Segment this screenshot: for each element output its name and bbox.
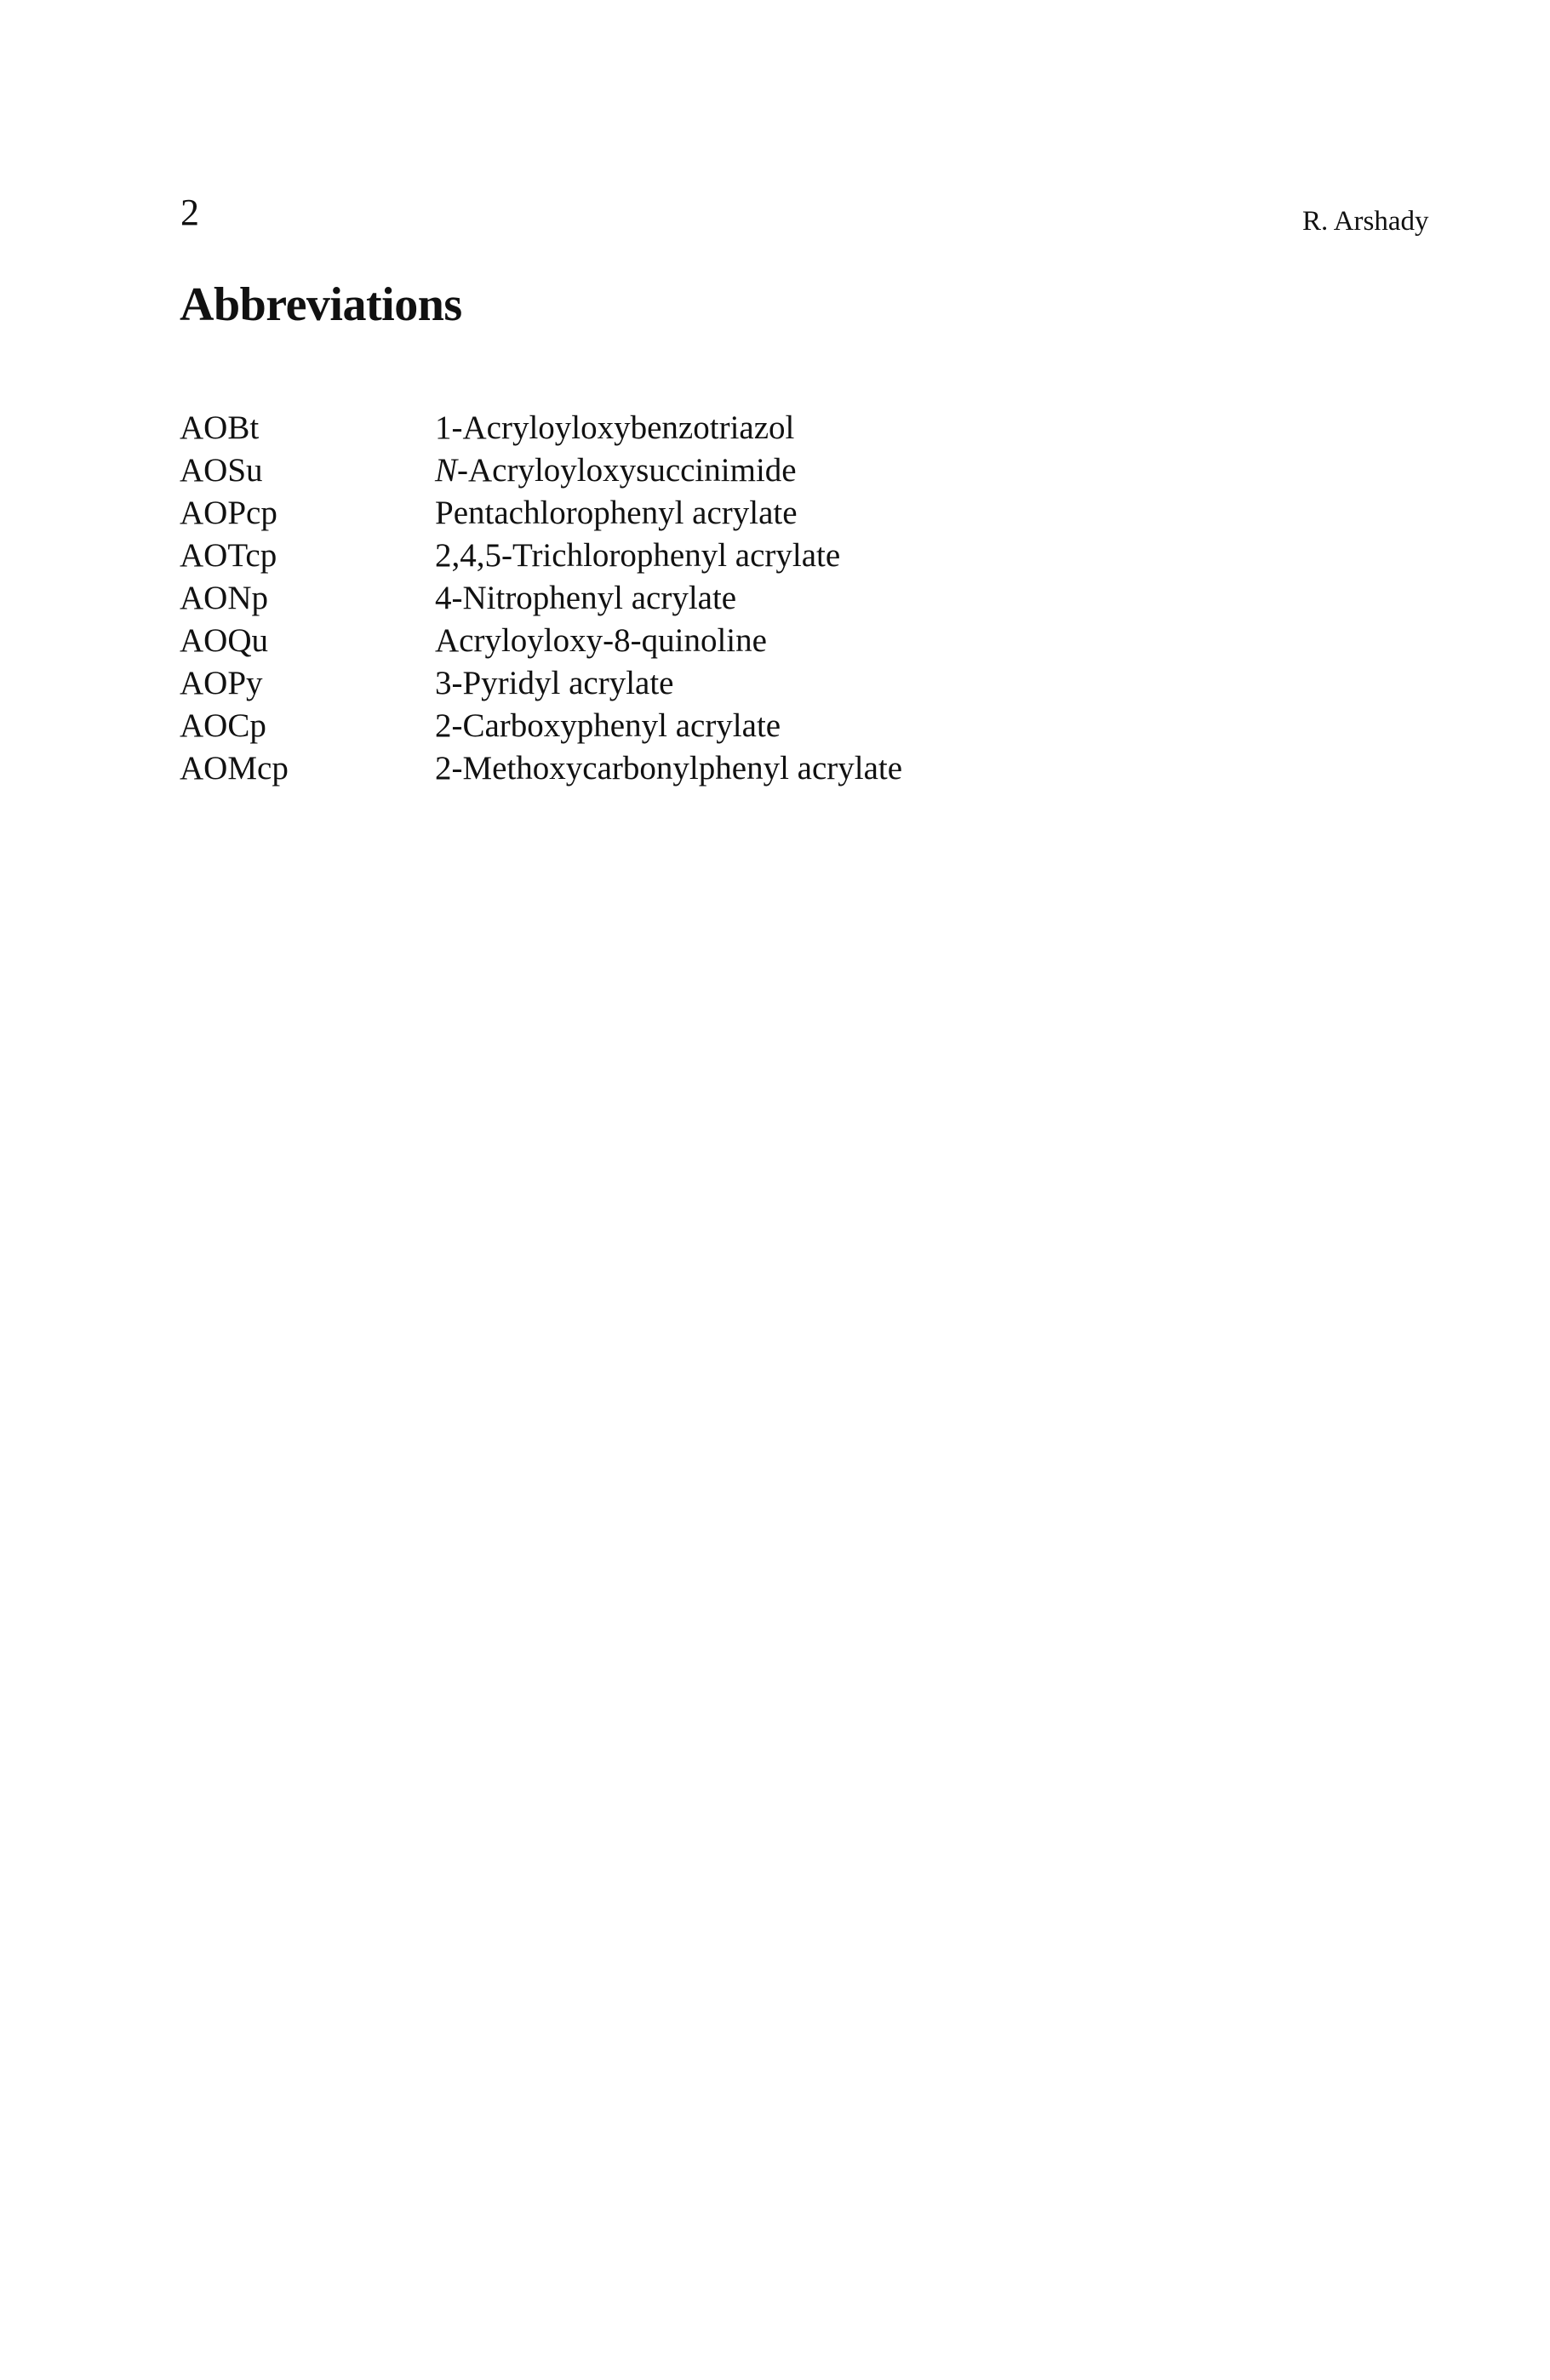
abbreviation-term: AOBt <box>180 409 260 446</box>
abbreviation-term: AOPcp <box>180 495 277 531</box>
abbreviation-row <box>180 705 1201 747</box>
abbreviation-definition <box>435 620 767 662</box>
definition-text: Acryloyloxy-8-quinoline <box>435 622 767 659</box>
definition-text: 4-Nitrophenyl acrylate <box>435 580 737 616</box>
abbreviation-definition <box>435 407 794 449</box>
abbreviation-row <box>180 449 1201 492</box>
section-title: Abbreviations <box>180 278 462 331</box>
abbreviation-term: AONp <box>180 580 268 616</box>
definition-text: -Acryloyloxysuccinimide <box>457 452 797 489</box>
definition-italic-prefix: N <box>435 452 458 489</box>
definition-text: 2-Carboxyphenyl acrylate <box>435 707 781 744</box>
definition-text: 2-Methoxycarbonylphenyl acrylate <box>435 750 903 787</box>
abbreviation-row <box>180 577 1201 620</box>
definition-text: Pentachlorophenyl acrylate <box>435 495 798 531</box>
abbreviation-definition <box>435 449 797 492</box>
abbreviation-row <box>180 492 1201 535</box>
page-number: 2 <box>180 192 199 233</box>
abbreviation-list <box>180 407 1201 790</box>
abbreviation-definition <box>435 747 902 790</box>
abbreviation-row <box>180 620 1201 662</box>
abbreviation-row <box>180 747 1201 790</box>
definition-text: 3-Pyridyl acrylate <box>435 665 674 701</box>
abbreviation-definition <box>435 577 736 620</box>
abbreviation-definition <box>435 535 840 577</box>
abbreviation-term: AOCp <box>180 707 266 744</box>
abbreviation-definition <box>435 662 673 705</box>
running-head-author: R. Arshady <box>1302 206 1429 237</box>
abbreviation-term: AOTcp <box>180 537 277 574</box>
abbreviation-term: AOMcp <box>180 750 289 787</box>
abbreviation-row <box>180 662 1201 705</box>
abbreviation-row <box>180 535 1201 577</box>
abbreviation-term: AOSu <box>180 452 263 489</box>
abbreviation-definition <box>435 705 781 747</box>
definition-text: 2,4,5-Trichlorophenyl acrylate <box>435 537 841 574</box>
abbreviation-term: AOPy <box>180 665 263 701</box>
abbreviation-term: AOQu <box>180 622 268 659</box>
definition-text: 1-Acryloyloxybenzotriazol <box>435 409 795 446</box>
abbreviation-row <box>180 407 1201 449</box>
abbreviation-definition <box>435 492 798 535</box>
